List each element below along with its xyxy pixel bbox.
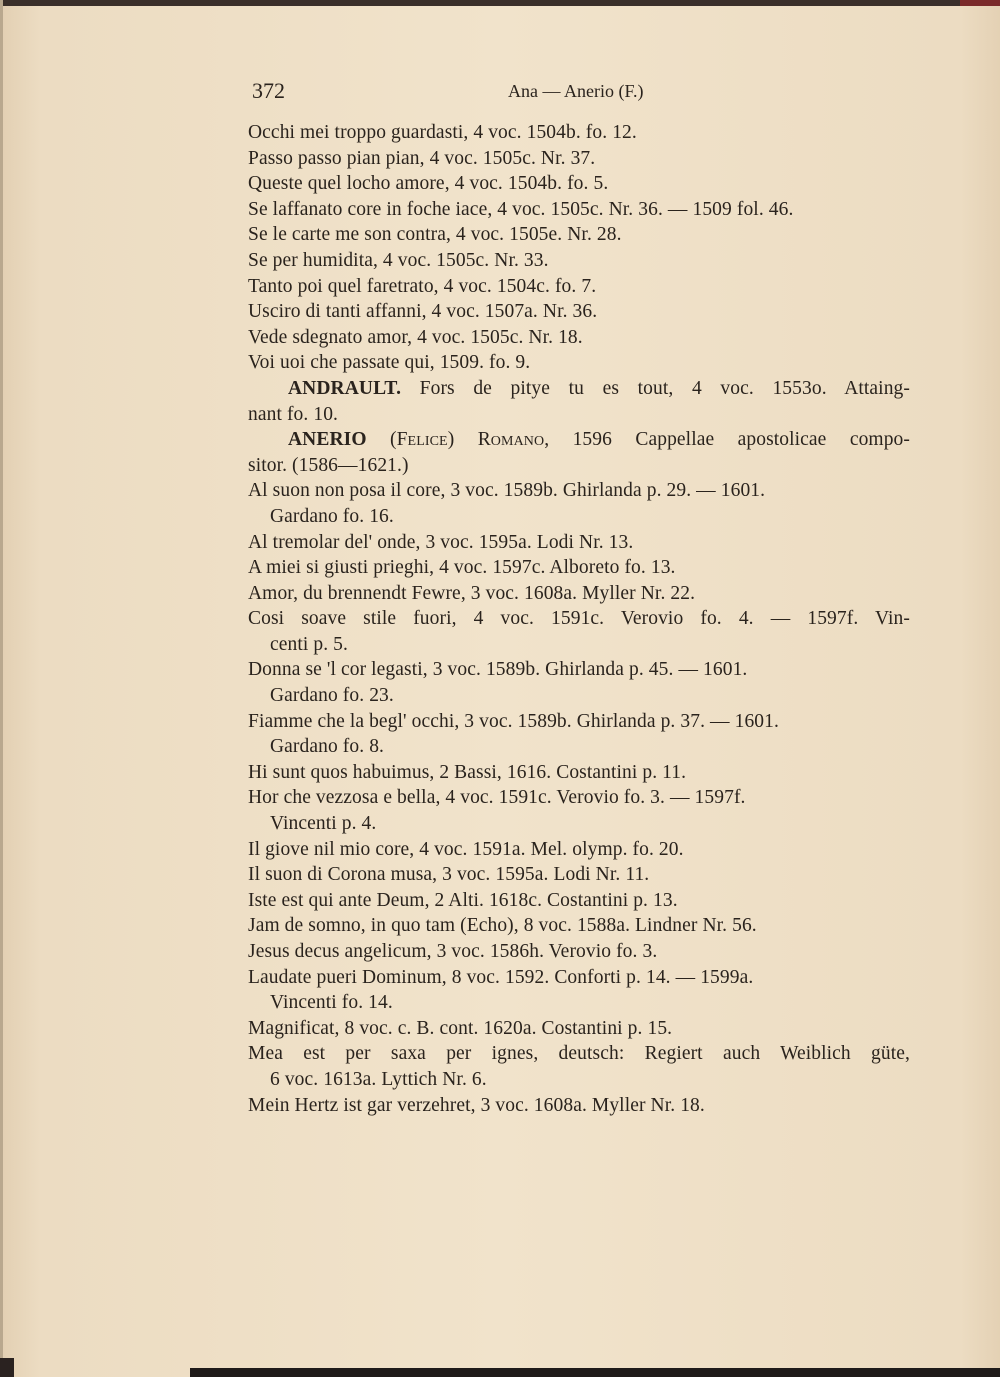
text-line: Laudate pueri Dominum, 8 voc. 1592. Conforti p. 14. — 1599a.	[248, 966, 754, 988]
composer-name: ANDRAULT.	[288, 377, 402, 399]
scan-bottom-edge	[190, 1368, 1000, 1377]
running-head: Ana — Anerio (F.)	[508, 81, 644, 101]
composer-epithet: Romano,	[477, 429, 550, 451]
text-line: Vincenti p. 4.	[270, 813, 377, 835]
text-line: Il giove nil mio core, 4 voc. 1591a. Mel. olymp. fo. 20.	[248, 838, 684, 860]
text-line: Magnificat, 8 voc. c. B. cont. 1620a. Costantini p. 15.	[248, 1017, 673, 1039]
text-line: Al suon non posa il core, 3 voc. 1589b. Ghirlanda p. 29. — 1601.	[248, 480, 766, 502]
text-line: 6 voc. 1613a. Lyttich Nr. 6.	[270, 1068, 487, 1090]
text-line: Donna se 'l cor legasti, 3 voc. 1589b. Ghirlanda p. 45. — 1601.	[248, 659, 748, 681]
text-line: Iste est qui ante Deum, 2 Alti. 1618c. Costantini p. 13.	[248, 889, 678, 911]
text-line: Hor che vezzosa e bella, 4 voc. 1591c. Verovio fo. 3. — 1597f.	[248, 787, 746, 809]
text-line: Al tremolar del' onde, 3 voc. 1595a. Lodi Nr. 13.	[248, 531, 634, 553]
text-line: Hi sunt quos habuimus, 2 Bassi, 1616. Costantini p. 11.	[248, 761, 687, 783]
text-span: Fors de pitye tu es tout, 4 voc. 1553o. Attaing-	[401, 377, 910, 399]
composer-entry-anerio	[248, 427, 910, 453]
text-line: Vede sdegnato amor, 4 voc. 1505c. Nr. 18.	[248, 326, 583, 348]
text-line: Gardano fo. 8.	[270, 736, 385, 758]
text-line: Usciro di tanti affanni, 4 voc. 1507a. Nr. 36.	[248, 301, 598, 323]
scan-left-edge	[0, 0, 3, 1377]
text-line: Occhi mei troppo guardasti, 4 voc. 1504b. fo. 12.	[248, 122, 637, 143]
text-line: Se laffanato core in foche iace, 4 voc. 1505c. Nr. 36. — 1509 fol. 46.	[248, 198, 794, 220]
scan-bottom-corner	[0, 1358, 14, 1377]
text-line: Gardano fo. 23.	[270, 685, 394, 707]
text-line: A miei si giusti prieghi, 4 voc. 1597c. Alboreto fo. 13.	[248, 557, 676, 579]
text-line: Jesus decus angelicum, 3 voc. 1586h. Verovio fo. 3.	[248, 941, 658, 962]
text-line: Passo passo pian pian, 4 voc. 1505c. Nr. 37.	[248, 147, 596, 169]
text-line: Mea est per saxa per ignes, deutsch: Regiert auch Weiblich güte,	[248, 1043, 910, 1065]
page-body	[248, 120, 910, 1118]
scan-top-edge	[0, 0, 1000, 6]
text-line: Fiamme che la begl' occhi, 3 voc. 1589b. Ghirlanda p. 37. — 1601.	[248, 710, 779, 732]
text-line: sitor. (1586—1621.)	[248, 454, 409, 476]
page-number: 372	[252, 78, 285, 103]
text-line: Voi uoi che passate qui, 1509. fo. 9.	[248, 352, 531, 374]
text-line: Gardano fo. 16.	[270, 505, 394, 527]
text-line: Cosi soave stile fuori, 4 voc. 1591c. Verovio fo. 4. — 1597f. Vin-	[248, 608, 910, 630]
text-line: Queste quel locho amore, 4 voc. 1504b. fo. 5.	[248, 173, 609, 195]
text-span: 1596 Cappellae apostolicae compo-	[549, 429, 910, 451]
text-line: Vincenti fo. 14.	[270, 992, 393, 1014]
text-line: Amor, du brennendt Fewre, 3 voc. 1608a. Myller Nr. 22.	[248, 582, 696, 604]
text-line: nant fo. 10.	[248, 403, 339, 425]
text-line: Il suon di Corona musa, 3 voc. 1595a. Lodi Nr. 11.	[248, 864, 650, 886]
composer-given-name: (Felice)	[390, 429, 455, 451]
text-line: centi p. 5.	[270, 633, 348, 655]
scan-top-edge-red	[960, 0, 1000, 6]
text-line: Tanto poi quel faretrato, 4 voc. 1504c. fo. 7.	[248, 275, 597, 297]
text-line: Se le carte me son contra, 4 voc. 1505e. Nr. 28.	[248, 224, 622, 246]
text-line: Mein Hertz ist gar verzehret, 3 voc. 1608a. Myller Nr. 18.	[248, 1094, 705, 1116]
composer-name: ANERIO	[288, 429, 367, 451]
text-line: Se per humidita, 4 voc. 1505c. Nr. 33.	[248, 249, 549, 271]
page-header	[252, 78, 907, 108]
text-line: Jam de somno, in quo tam (Echo), 8 voc. 1588a. Lindner Nr. 56.	[248, 915, 757, 937]
composer-entry-andrault	[248, 376, 910, 402]
